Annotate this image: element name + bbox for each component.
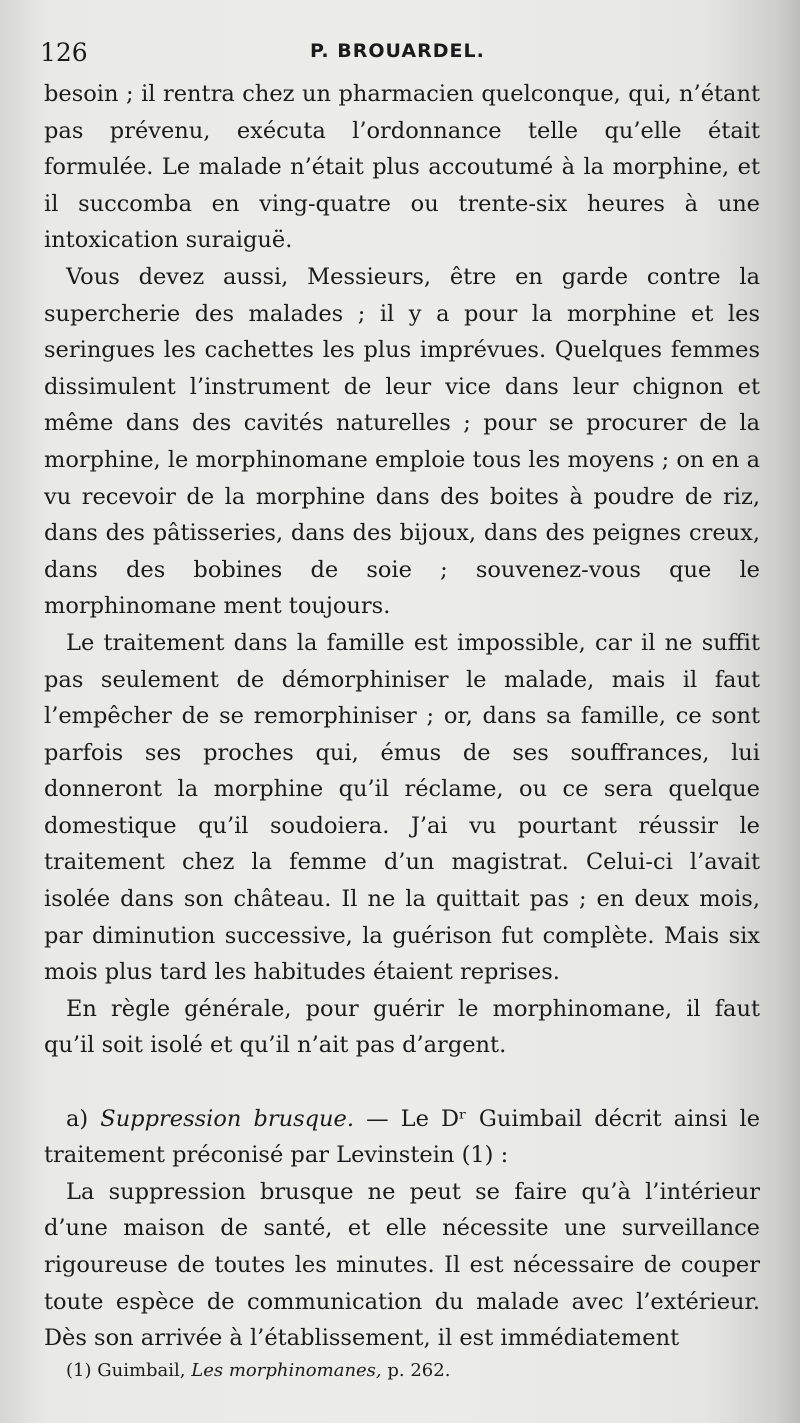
section-intro-end: : [493,1142,509,1169]
section-title: Suppression brusque. [100,1105,355,1132]
paragraph: La suppression brusque ne peut se faire qu’à l’intérieur d’une maison de santé, et elle nécessite une surveillance rigoureuse de toutes les minutes. Il est nécessaire de couper toute espèce de communication du malade avec l’extérieur. Dès son arrivée à l’établissement, il est immédiatement [44,1178,760,1352]
body-text [44,76,760,1357]
paragraph: besoin ; il rentra chez un pharmacien quelconque, qui, n’étant pas prévenu, exécuta l’ordonnance telle qu’elle était formulée. Le malade n’était plus accoutumé à la morphine, et il succomba en ving-quatre ou trente-six heures à une intoxication suraiguë. [44,81,760,254]
paragraph: Le traitement dans la famille est impossible, car il ne suffit pas seulement de démorphiniser le malade, mais il faut l’empêcher de se remorphiniser ; or, dans sa famille, ce sont parfois ses proches qui, émus de ses souffrances, lui donneront la morphine qu’il réclame, ou ce sera quelque domestique qu’il soudoiera. J’ai vu pourtant réussir le traitement chez la femme d’un magistrat. Celui-ci l’avait isolée dans son château. Il ne la quittait pas ; en deux mois, par diminution successive, la guérison fut complète. Mais six mois plus tard les habitudes étaient reprises. [44,629,760,986]
paragraph: Vous devez aussi, Messieurs, être en garde contre la supercherie des malades ; il y a pour la morphine et les seringues les cachettes les plus imprévues. Quelques femmes dissimulent l’instrument de leur vice dans leur chignon et même dans des cavités naturelles ; pour se procurer de la morphine, le morphinomane emploie tous les moyens ; on en a vu recevoir de la morphine dans des boites à poudre de riz, dans des pâtisseries, dans des bijoux, dans des peignes creux, dans des bobines de soie ; souvenez-vous que le morphinomane ment toujours. [44,263,760,620]
footnote-page: p. 262. [387,1360,451,1381]
footnote-ref: (1) [461,1142,494,1169]
footnote-author: Guimbail, [97,1360,186,1381]
footnote [66,1360,450,1381]
page-number: 126 [40,38,88,67]
paragraph: En règle générale, pour guérir le morphinomane, il faut qu’il soit isolé et qu’il n’ait pas d’argent. [44,995,760,1059]
running-head: P. BROUARDEL. [310,40,485,62]
section-heading-paragraph [44,1101,760,1174]
footnote-marker: (1) [66,1360,92,1381]
footnote-title: Les morphinomanes, [191,1360,382,1381]
page-header [40,36,760,76]
section-label: a) [66,1105,89,1132]
section-intro: — Le Dʳ Guimbail décrit ainsi le traitement préconisé par Levinstein [44,1105,761,1169]
